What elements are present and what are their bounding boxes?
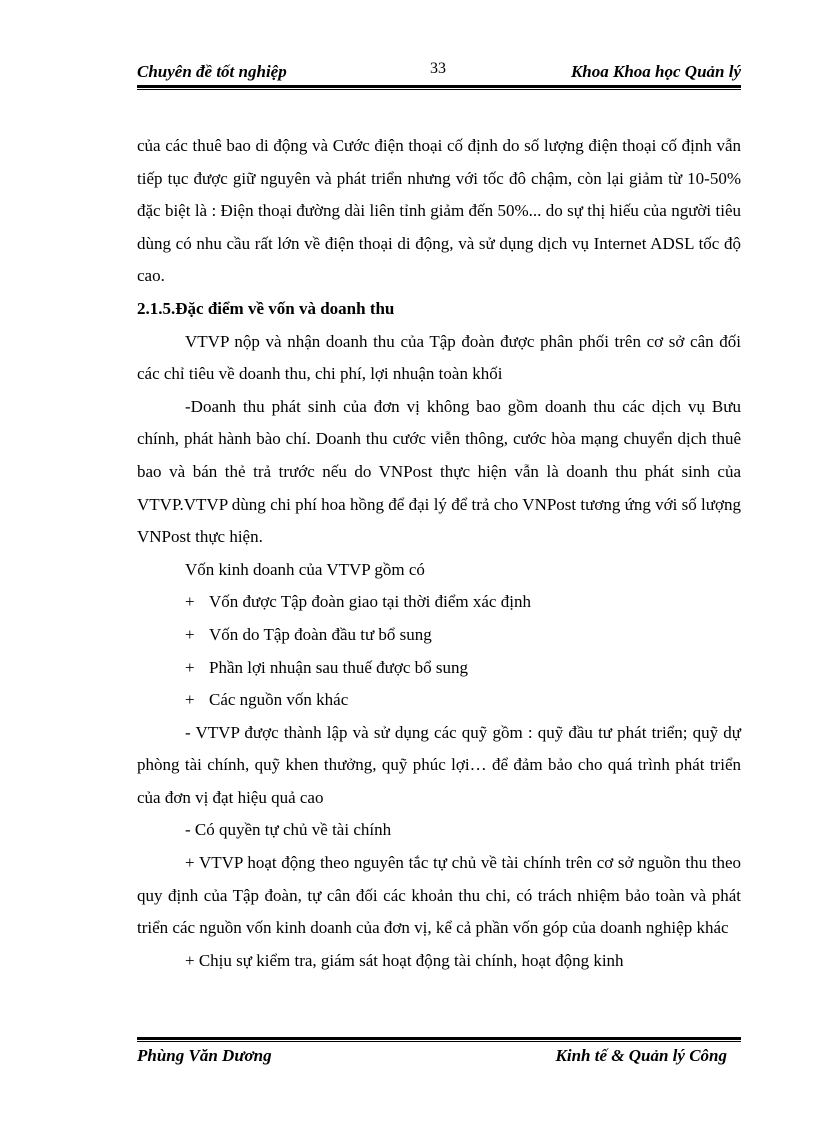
- header-right-title: Khoa Khoa học Quản lý: [570, 62, 741, 81]
- list-item-text: Vốn do Tập đoàn đầu tư bổ sung: [209, 624, 432, 644]
- header-divider: [137, 85, 741, 90]
- paragraph-2: VTVP nộp và nhận doanh thu của Tập đoàn được phân phối trên cơ sở cân đối các chỉ tiêu về doanh thu, chi phí, lợi nhuận toàn khối: [137, 331, 741, 384]
- list-item: [137, 652, 741, 685]
- bullet-mark: +: [185, 690, 195, 710]
- paragraph-5: - VTVP được thành lập và sử dụng các quỹ gồm : quỹ đầu tư phát triển; quỹ dự phòng tài chính, quỹ khen thưởng, quỹ phúc lợi… để đảm bảo cho quá trình phát triển của đơn vị đạt hiệu quả cao: [137, 722, 741, 807]
- list-item: [137, 586, 741, 619]
- list-item: [137, 684, 741, 717]
- paragraph-6: - Có quyền tự chủ về tài chính: [185, 820, 392, 840]
- paragraph-8: + Chịu sự kiểm tra, giám sát hoạt động tài chính, hoạt động kinh: [185, 950, 624, 970]
- bullet-mark: +: [185, 592, 195, 612]
- section-heading: 2.1.5.Đặc điểm về vốn và doanh thu: [137, 298, 395, 318]
- list-item-text: Các nguồn vốn khác: [209, 690, 349, 710]
- bullet-mark: +: [185, 657, 195, 677]
- list-item: [137, 619, 741, 652]
- list-item-text: Phần lợi nhuận sau thuế được bổ sung: [209, 657, 469, 677]
- page-number: 33: [430, 60, 446, 77]
- footer-department: Kinh tế & Quản lý Công: [555, 1046, 727, 1065]
- page-header: [137, 60, 741, 86]
- paragraph-4: Vốn kinh doanh của VTVP gồm có: [185, 559, 425, 579]
- page-body: [137, 130, 741, 977]
- header-left-title: Chuyên đề tốt nghiệp: [137, 62, 287, 81]
- paragraph-7: + VTVP hoạt động theo nguyên tắc tự chủ về tài chính trên cơ sở nguồn thu theo quy định của Tập đoàn, tự cân đối các khoản thu chi, có trách nhiệm bảo toàn và phát triển các nguồn vốn kinh doanh của đơn vị, kể cả phần vốn góp của doanh nghiệp khác: [137, 853, 741, 938]
- list-item-text: Vốn được Tập đoàn giao tại thời điểm xác định: [209, 592, 531, 612]
- footer-author: Phùng Văn Dương: [137, 1046, 272, 1065]
- footer-divider: [137, 1037, 741, 1042]
- bullet-mark: +: [185, 624, 195, 644]
- page-footer: [137, 1046, 741, 1072]
- paragraph-3: -Doanh thu phát sinh của đơn vị không bao gồm doanh thu các dịch vụ Bưu chính, phát hành bào chí. Doanh thu cước viễn thông, cước hòa mạng chuyển dịch thuê bao và bán thẻ trả trước nếu do VNPost thực hiện vẫn là doanh thu phát sinh của VTVP.VTVP dùng chi phí hoa hồng để đại lý để trả cho VNPost tương ứng với số lượng VNPost thực hiện.: [137, 396, 741, 547]
- paragraph-1: của các thuê bao di động và Cước điện thoại cố định do số lượng điện thoại cố định vẫn tiếp tục được giữ nguyên và phát triển nhưng với tốc đô chậm, còn lại giảm từ 10-50% đặc biệt là : Điện thoại đường dài liên tỉnh giảm đến 50%... do sự thị hiếu của người tiêu dùng có nhu cầu rất lớn về điện thoại di động, và sử dụng dịch vụ Internet ADSL tốc độ cao.: [137, 136, 741, 286]
